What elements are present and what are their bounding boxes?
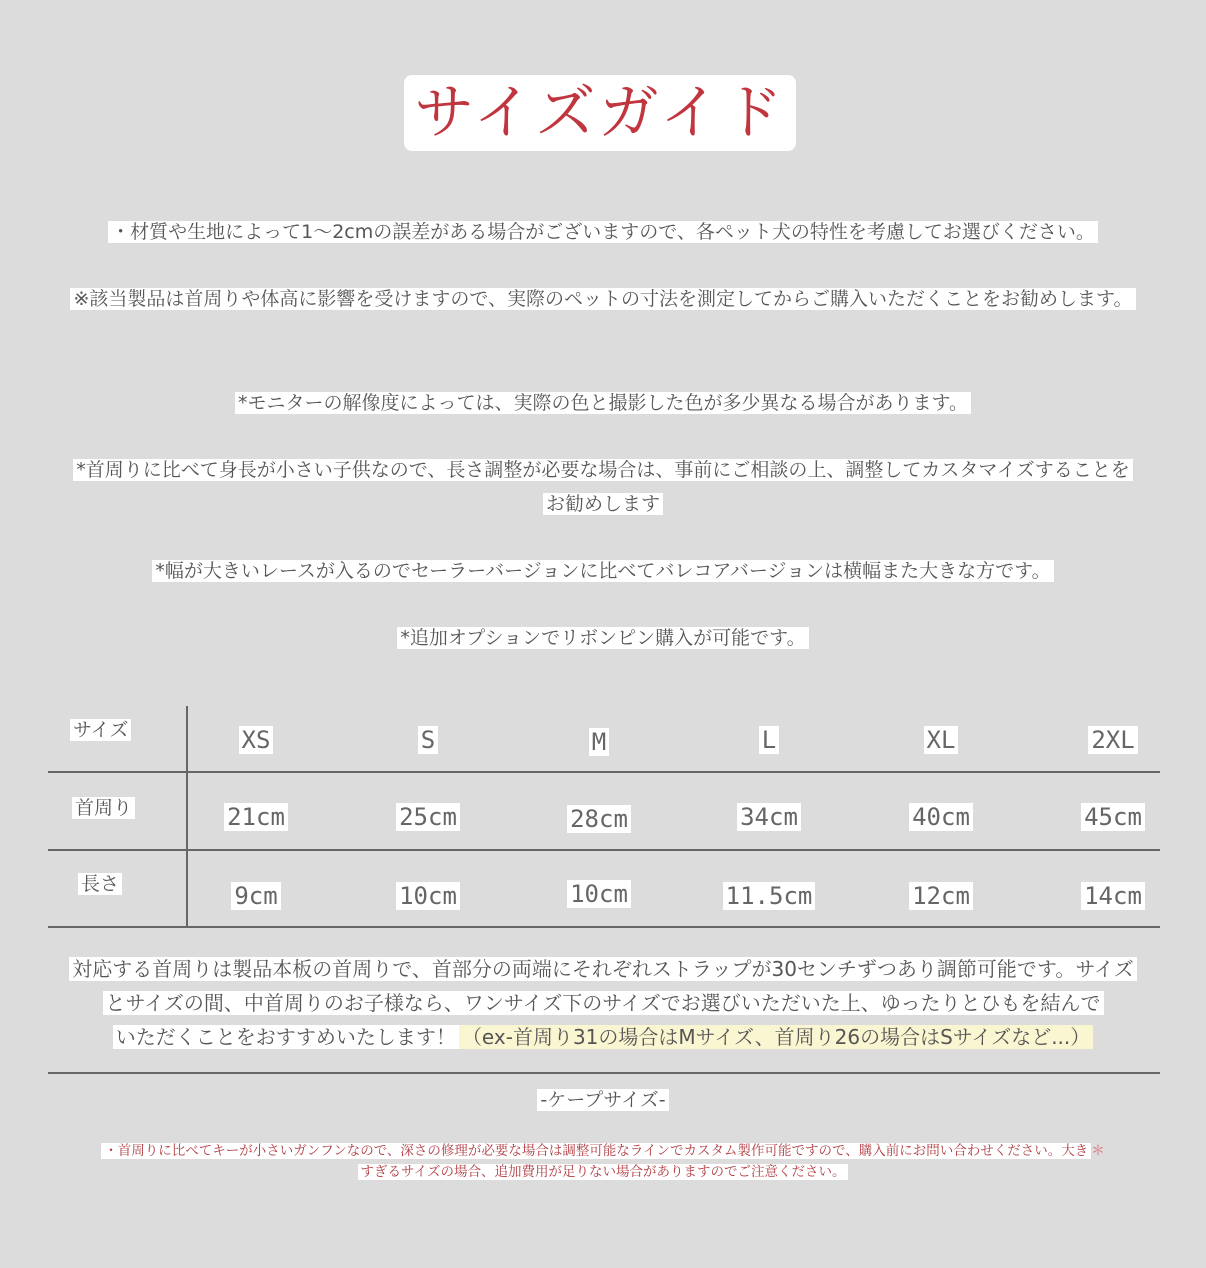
fit-paragraph-line2: とサイズの間、中首周りのお子様なら、ワンサイズ下のサイズでお選びいただいた上、ゆったりとひもを結んで: [60, 986, 1146, 1020]
size-header: L: [689, 726, 849, 754]
table-row-divider: [48, 771, 1160, 773]
table-row-divider: [48, 849, 1160, 851]
length-value: 11.5cm: [689, 882, 849, 910]
neck-value: 34cm: [689, 803, 849, 831]
note-monitor: *モニターの解像度によっては、実際の色と撮影した色が多少異なる場合があります。: [40, 387, 1166, 419]
asterisk-mark: ＊: [1091, 1143, 1105, 1159]
row-label-neck: 首周り: [72, 795, 135, 821]
fit-paragraph-line3: いただくことをおすすめいたします！ （ex-首周り31の場合はMサイズ、首周り26の場合はSサイズなど...）: [60, 1020, 1146, 1054]
fit-paragraph-line1: 対応する首周りは製品本板の首周りで、首部分の両端にそれぞれストラップが30センチずつあり調節可能です。サイズ: [60, 952, 1146, 986]
neck-value: 21cm: [176, 803, 336, 831]
neck-value: 40cm: [861, 803, 1021, 831]
length-value: 14cm: [1033, 882, 1193, 910]
table-header-label: サイズ: [70, 717, 131, 743]
length-value: 10cm: [348, 882, 508, 910]
row-label-length: 長さ: [78, 871, 122, 897]
length-value: 12cm: [861, 882, 1021, 910]
size-header: XS: [176, 726, 336, 754]
note-lace-width: *幅が大きいレースが入るのでセーラーバージョンに比べてバレコアバージョンは横幅また大きな方です。: [40, 555, 1166, 587]
note-measure: ※該当製品は首周りや体高に影響を受けますので、実際のペットの寸法を測定してからご購入いただくことをお勧めします。: [40, 283, 1166, 315]
note-tolerance: ・材質や生地によって1〜2cmの誤差がある場合がございますので、各ペット犬の特性を考慮してお選びください。: [40, 216, 1166, 248]
length-value: 10cm: [519, 880, 679, 908]
size-header: XL: [861, 726, 1021, 754]
page-title: サイズガイド: [414, 78, 786, 148]
length-value: 9cm: [176, 882, 336, 910]
cape-size-title: -ケープサイズ-: [0, 1087, 1206, 1113]
size-header: M: [519, 728, 679, 756]
cape-note: ・首周りに比べてキーが小さいガンフンなので、深さの修理が必要な場合は調整可能なラインでカスタム製作可能ですので、購入前にお問い合わせください。大き ＊ すぎるサイズの場合、追加費用が足りない場合がありますのでご注意ください。: [100, 1141, 1106, 1183]
neck-value: 45cm: [1033, 803, 1193, 831]
note-ribbon-option: *追加オプションでリボンピン購入が可能です。: [40, 622, 1166, 654]
section-divider: [48, 1072, 1160, 1074]
size-header: S: [348, 726, 508, 754]
note-length-adjust: *首周りに比べて身長が小さい子供なので、長さ調整が必要な場合は、事前にご相談の上、調整してカスタマイズすることを: [40, 454, 1166, 486]
size-header: 2XL: [1033, 726, 1193, 754]
title-banner: [404, 75, 796, 151]
neck-value: 28cm: [519, 805, 679, 833]
table-row-divider: [48, 926, 1160, 928]
neck-value: 25cm: [348, 803, 508, 831]
note-length-adjust-cont: お勧めします: [40, 488, 1166, 520]
